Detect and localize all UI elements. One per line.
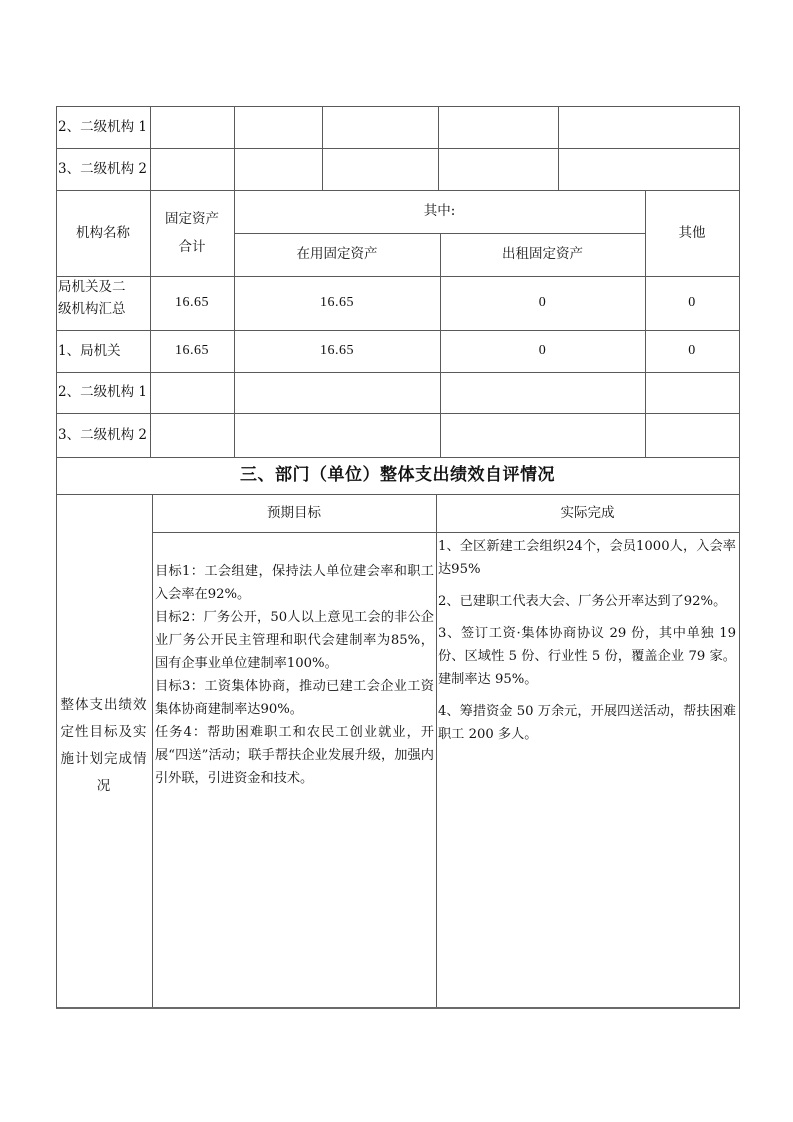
table-border — [56, 106, 739, 107]
header-in-use-assets: 在用固定资产 — [296, 246, 378, 263]
result-item: 3、签订工资·集体协商协议 29 份，其中单独 19 份、区域性 5 份、行业性 5 份，覆盖企业 79 家。建制率达 95%。 — [438, 626, 736, 687]
row-label-line: 况 — [96, 778, 112, 794]
goal-item: 任务4：帮助困难职工和农民工创业就业，开展“四送”活动；联手帮扶企业发展升级，加强内引外联，引进资金和技术。 — [155, 725, 434, 786]
table-col-divider — [558, 106, 559, 190]
expected-goals-list — [155, 560, 434, 790]
cell-total: 16.65 — [175, 342, 209, 358]
row-label-line1: 局机关及二 — [58, 279, 126, 295]
cell-in-use: 16.65 — [320, 294, 354, 310]
actual-results-list — [438, 535, 736, 755]
goal-item: 目标1：工会组建，保持法人单位建会率和职工入会率在92%。 — [155, 564, 434, 602]
table-border — [56, 1007, 740, 1009]
table-row-label — [56, 276, 150, 330]
table-border — [56, 106, 57, 1008]
header-org-name: 机构名称 — [76, 224, 130, 241]
header-of-which: 其中: — [423, 203, 456, 220]
table-col-divider — [234, 106, 235, 190]
table-col-divider — [152, 494, 153, 1007]
header-fixed-assets-total — [150, 190, 234, 276]
table-row-label: 1、局机关 — [58, 342, 121, 359]
table-row-label: 3、二级机构 2 — [58, 160, 147, 177]
result-item: 1、全区新建工会组织24个，会员1000人，入会率达95% — [438, 539, 736, 577]
row-label-line: 整体支出绩效 — [60, 697, 148, 713]
table-row-divider — [56, 148, 739, 149]
table-border — [739, 106, 740, 1008]
table-col-divider — [322, 106, 323, 190]
section-title: 三、部门（单位）整体支出绩效自评情况 — [240, 465, 555, 486]
header-fixed-assets-total-line2: 合计 — [178, 239, 206, 255]
result-item: 4、筹措资金 50 万余元，开展四送活动，帮扶困难职工 200 多人。 — [438, 704, 736, 742]
goal-item: 目标2：厂务公开，50人以上意见工会的非公企业厂务公开民主管理和职代会建制率为85%，国有企事业单位建制率100%。 — [155, 610, 434, 671]
header-other: 其他 — [678, 224, 706, 241]
table-col-divider — [150, 106, 151, 190]
table-col-divider — [438, 106, 439, 190]
header-expected-goals: 预期目标 — [267, 504, 321, 521]
row-label-line: 定性目标及实 — [60, 724, 148, 740]
header-actual-results: 实际完成 — [560, 504, 615, 521]
cell-total: 16.65 — [175, 294, 209, 310]
result-item: 2、已建职工代表大会、厂务公开率达到了92%。 — [438, 594, 727, 609]
cell-leased: 0 — [538, 294, 547, 310]
table-row-divider — [56, 413, 739, 414]
cell-other: 0 — [688, 294, 696, 310]
row-label-line2: 级机构汇总 — [58, 301, 126, 317]
table-row-divider — [152, 532, 739, 533]
row-label-overall-performance — [56, 690, 152, 802]
table-row-divider — [56, 372, 739, 373]
row-label-line: 施计划完成情 — [60, 751, 148, 767]
cell-other: 0 — [688, 342, 696, 358]
cell-leased: 0 — [538, 342, 547, 358]
table-row-label: 2、二级机构 1 — [58, 384, 147, 401]
table-col-divider — [436, 494, 437, 1007]
cell-in-use: 16.65 — [320, 342, 354, 358]
goal-item: 目标3：工资集体协商，推动已建工会企业工资集体协商建制率达90%。 — [155, 679, 434, 717]
header-leased-assets: 出租固定资产 — [502, 246, 583, 263]
header-fixed-assets-total-line1: 固定资产 — [165, 211, 219, 227]
table-row-label: 3、二级机构 2 — [58, 426, 147, 443]
table-row-label: 2、二级机构 1 — [58, 118, 147, 135]
